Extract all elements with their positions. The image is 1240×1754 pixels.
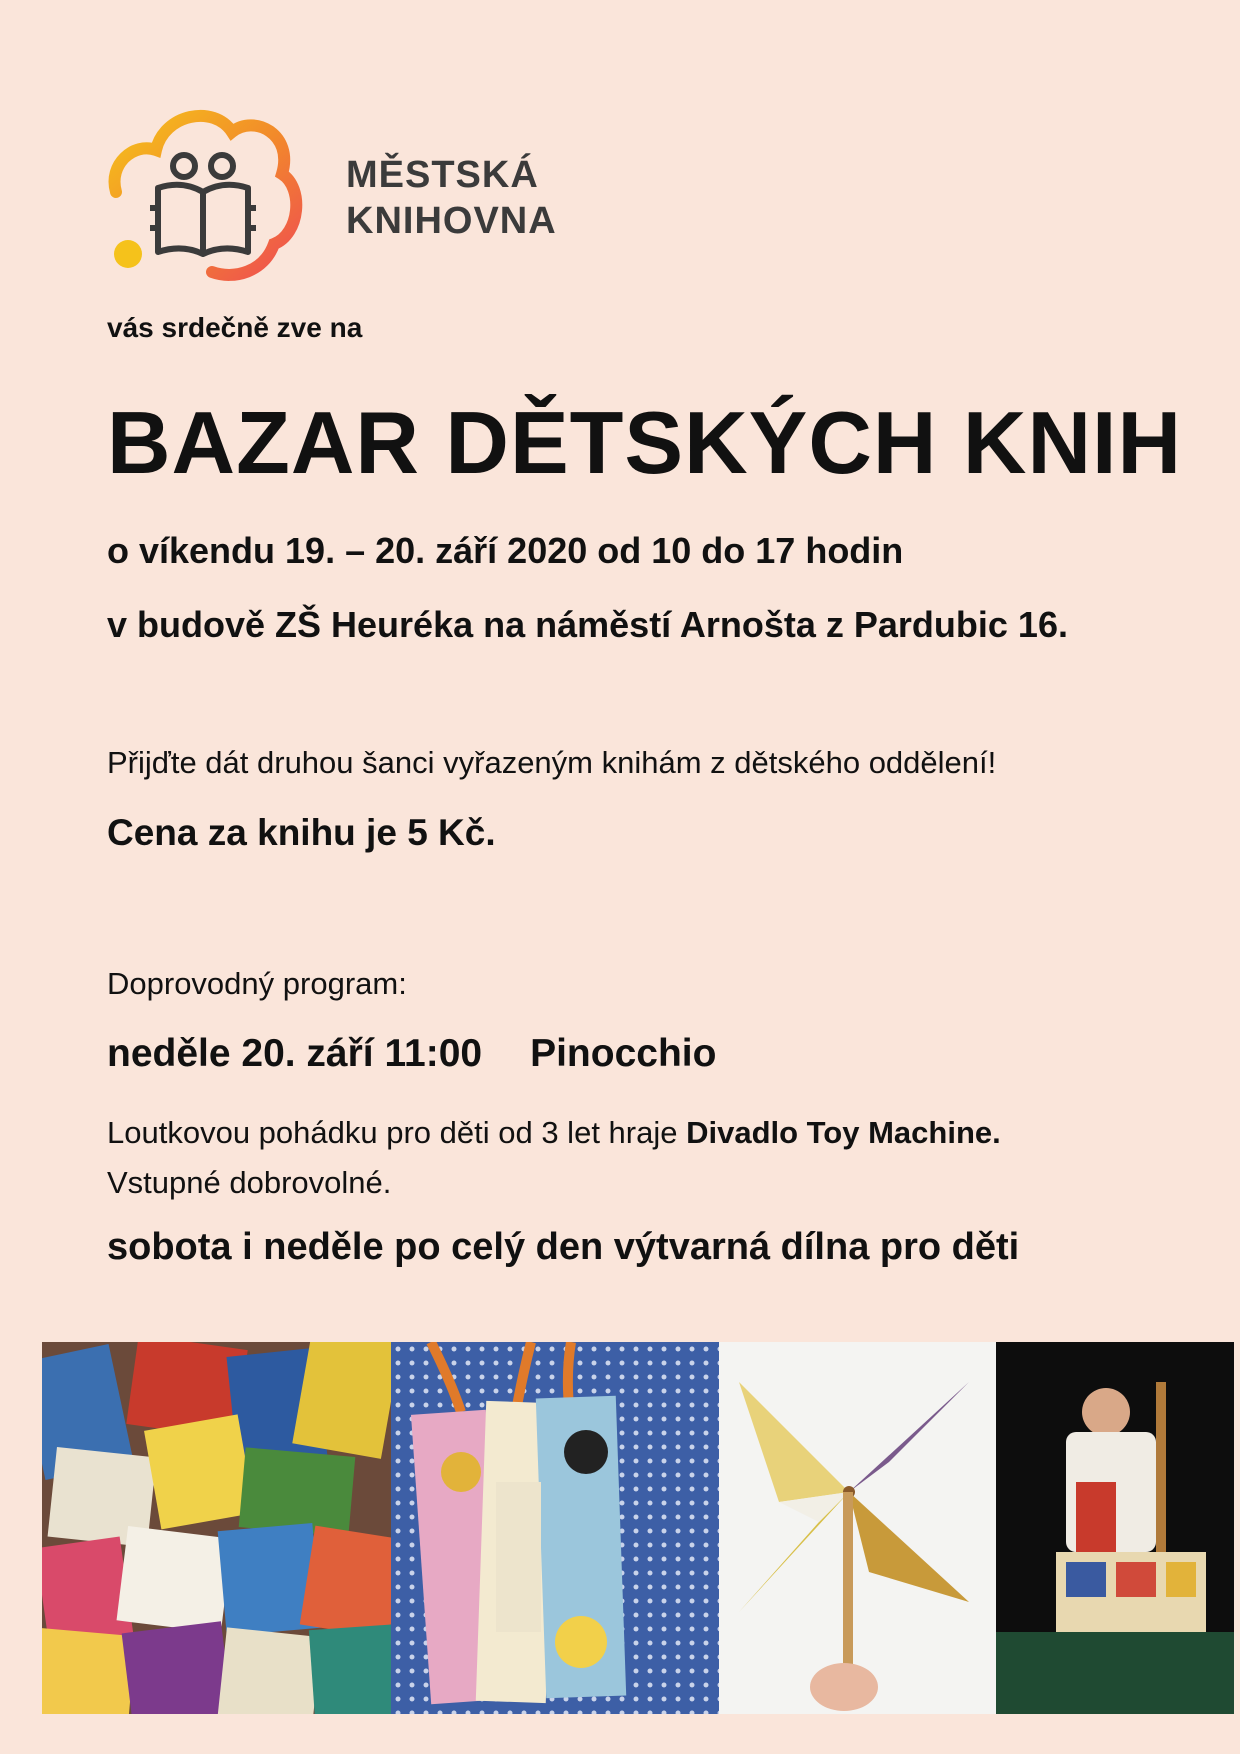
workshop-note: sobota i neděle po celý den výtvarná dílna pro děti bbox=[107, 1226, 1020, 1268]
program-event bbox=[107, 1032, 716, 1076]
event-description bbox=[107, 1108, 1001, 1208]
photo-strip bbox=[42, 1342, 1192, 1714]
photo-books bbox=[42, 1342, 391, 1714]
invitation-text: vás srdečně zve na bbox=[107, 312, 363, 343]
event-date: o víkendu 19. – 20. září 2020 od 10 do 17 hodin bbox=[107, 530, 904, 571]
photo-puppet-theatre bbox=[996, 1342, 1234, 1714]
theatre-name: Divadlo Toy Machine. bbox=[686, 1115, 1001, 1150]
photo-pinwheel bbox=[719, 1342, 996, 1714]
entry-note: Vstupné dobrovolné. bbox=[107, 1165, 392, 1200]
event-location: v budově ZŠ Heuréka na náměstí Arnošta z Pardubic 16. bbox=[107, 604, 1068, 645]
event-datetime: neděle 20. září 11:00 bbox=[107, 1032, 483, 1075]
library-logo bbox=[104, 104, 304, 284]
slogan: Přijďte dát druhou šanci vyřazeným knihám z dětského oddělení! bbox=[107, 745, 997, 780]
description-text: Loutkovou pohádku pro děti od 3 let hraje bbox=[107, 1115, 687, 1150]
library-name-line1: MĚSTSKÁ bbox=[346, 154, 539, 196]
event-name: Pinocchio bbox=[530, 1032, 717, 1075]
book-price: Cena za knihu je 5 Kč. bbox=[107, 812, 496, 853]
program-label: Doprovodný program: bbox=[107, 966, 407, 1001]
photo-bookmarks bbox=[391, 1342, 719, 1714]
event-title: BAZAR DĚTSKÝCH KNIH bbox=[107, 393, 1182, 492]
library-name-line2: KNIHOVNA bbox=[346, 200, 557, 242]
library-name bbox=[346, 152, 557, 244]
reading-children-cloud-icon bbox=[104, 104, 304, 284]
